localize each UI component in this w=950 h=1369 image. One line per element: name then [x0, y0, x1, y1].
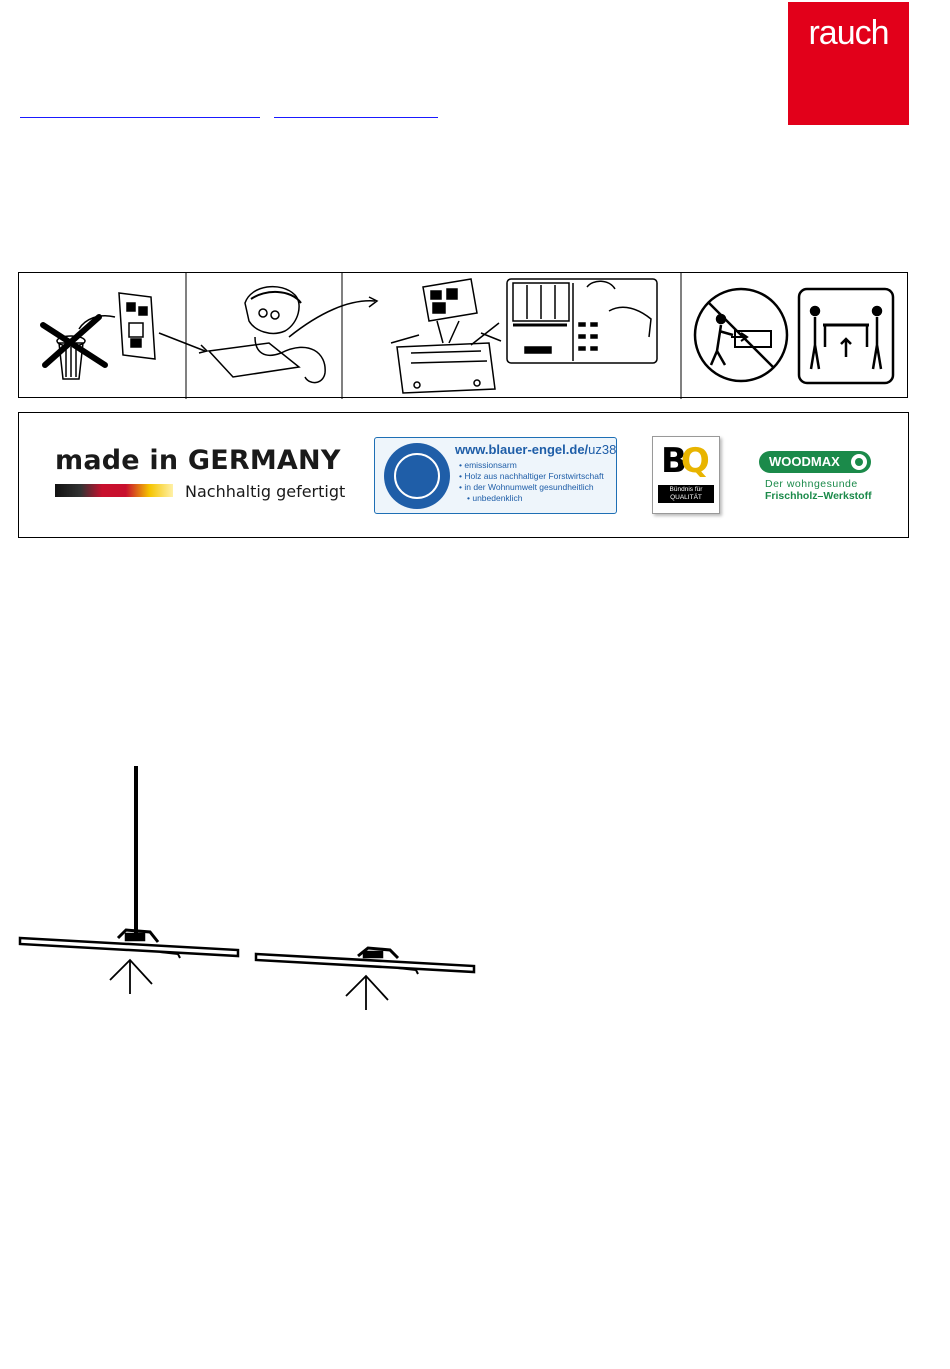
person-reading-icon	[209, 287, 377, 383]
certification-strip	[18, 412, 909, 538]
manual-icon	[119, 293, 155, 359]
arrow-up-icon	[110, 960, 152, 994]
filing-icon	[391, 279, 501, 393]
link-underline-1[interactable]	[20, 117, 260, 118]
panel-left-icon	[20, 930, 238, 958]
blue-angel-url[interactable]: www.blauer-engel.de/uz38	[455, 442, 617, 457]
bq-badge	[652, 436, 720, 514]
list-item: • emissionsarm	[459, 460, 604, 471]
link-underline-2[interactable]	[274, 117, 438, 118]
woodmax-name: WOODMAX	[769, 454, 840, 469]
woodmax-dot-icon	[851, 454, 867, 470]
blue-angel-seal-icon	[384, 443, 450, 509]
woodmax-tagline-1: Der wohngesunde	[765, 478, 858, 490]
list-item: • unbedenklich	[459, 493, 604, 504]
pictogram-illustrations	[19, 273, 909, 399]
made-in-germany-subtitle: Nachhaltig gefertigt	[185, 482, 346, 501]
cross-icon	[43, 317, 105, 365]
blue-angel-list	[459, 460, 604, 504]
arrow-icon	[159, 333, 205, 351]
woodmax-logo	[759, 451, 871, 473]
blue-angel-label	[374, 437, 617, 514]
panel-right-icon	[256, 948, 474, 974]
bq-text: Bündnis für QUALITÄT	[658, 485, 714, 503]
made-in-germany-title: made in GERMANY	[55, 445, 341, 476]
arrow-up-icon	[346, 976, 388, 1010]
bq-logo: BQ	[661, 441, 710, 481]
lift-furniture-icon	[799, 289, 893, 383]
rauch-logo	[788, 2, 909, 125]
flag-color-bar	[55, 484, 173, 497]
assembly-diagram	[0, 760, 950, 1020]
list-item: • in der Wohnumwelt gesundheitlich	[459, 482, 604, 493]
pictogram-strip	[18, 272, 908, 398]
rauch-logo-text: rauch	[808, 14, 889, 52]
cabinet-diagram-icon	[507, 279, 657, 363]
woodmax-tagline-2: Frischholz–Werkstoff	[765, 490, 872, 502]
do-not-push-icon	[695, 289, 787, 381]
list-item: • Holz aus nachhaltiger Forstwirtschaft	[459, 471, 604, 482]
